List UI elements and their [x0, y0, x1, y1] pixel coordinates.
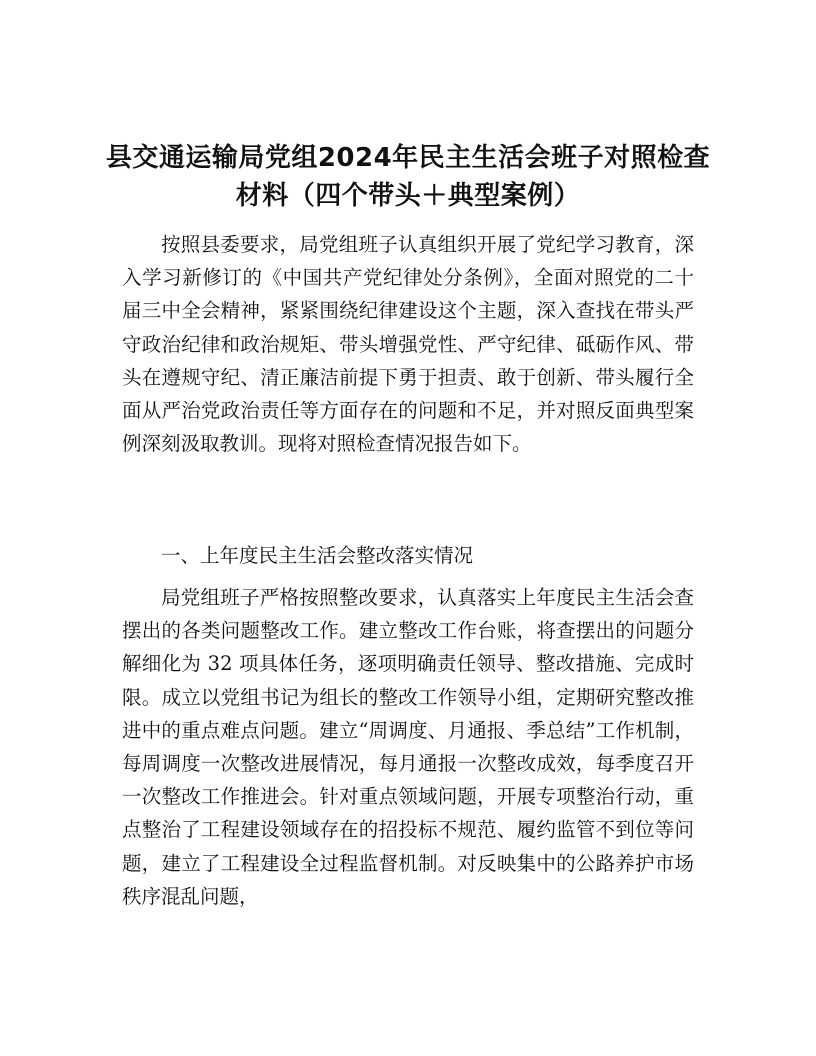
- section-paragraph: 局党组班子严格按照整改要求，认真落实上年度民主生活会查摆出的各类问题整改工作。建立整改工作台账，将查摆出的问题分解细化为 32 项具体任务，逐项明确责任领导、整改措施、完成时限。成立以党组书记为组长的整改工作领导小组，定期研究整改推进中的重点难点问题。建立“周调度、月通报、季总结”工作机制，每周调度一次整改进展情况，每月通报一次整改成效，每季度召开一次整改工作推进会。针对重点领域问题，开展专项整治行动，重点整治了工程建设领域存在的招投标不规范、履约监管不到位等问题，建立了工程建设全过程监督机制。对反映集中的公路养护市场秩序混乱问题，: [122, 586, 694, 908]
- section-heading: 一、上年度民主生活会整改落实情况: [161, 544, 474, 567]
- intro-paragraph: 按照县委要求，局党组班子认真组织开展了党纪学习教育，深入学习新修订的《中国共产党纪律处分条例》，全面对照党的二十届三中全会精神，紧紧围绕纪律建设这个主题，深入查找在带头严守政治纪律和政治规矩、带头增强党性、严守纪律、砥砺作风、带头在遵规守纪、清正廉洁前提下勇于担责、敢于创新、带头履行全面从严治党政治责任等方面存在的问题和不足，并对照反面典型案例深刻汲取教训。现将对照检查情况报告如下。: [122, 233, 694, 456]
- document-title: 县交通运输局党组2024年民主生活会班子对照检查材料（四个带头＋典型案例）: [105, 143, 711, 211]
